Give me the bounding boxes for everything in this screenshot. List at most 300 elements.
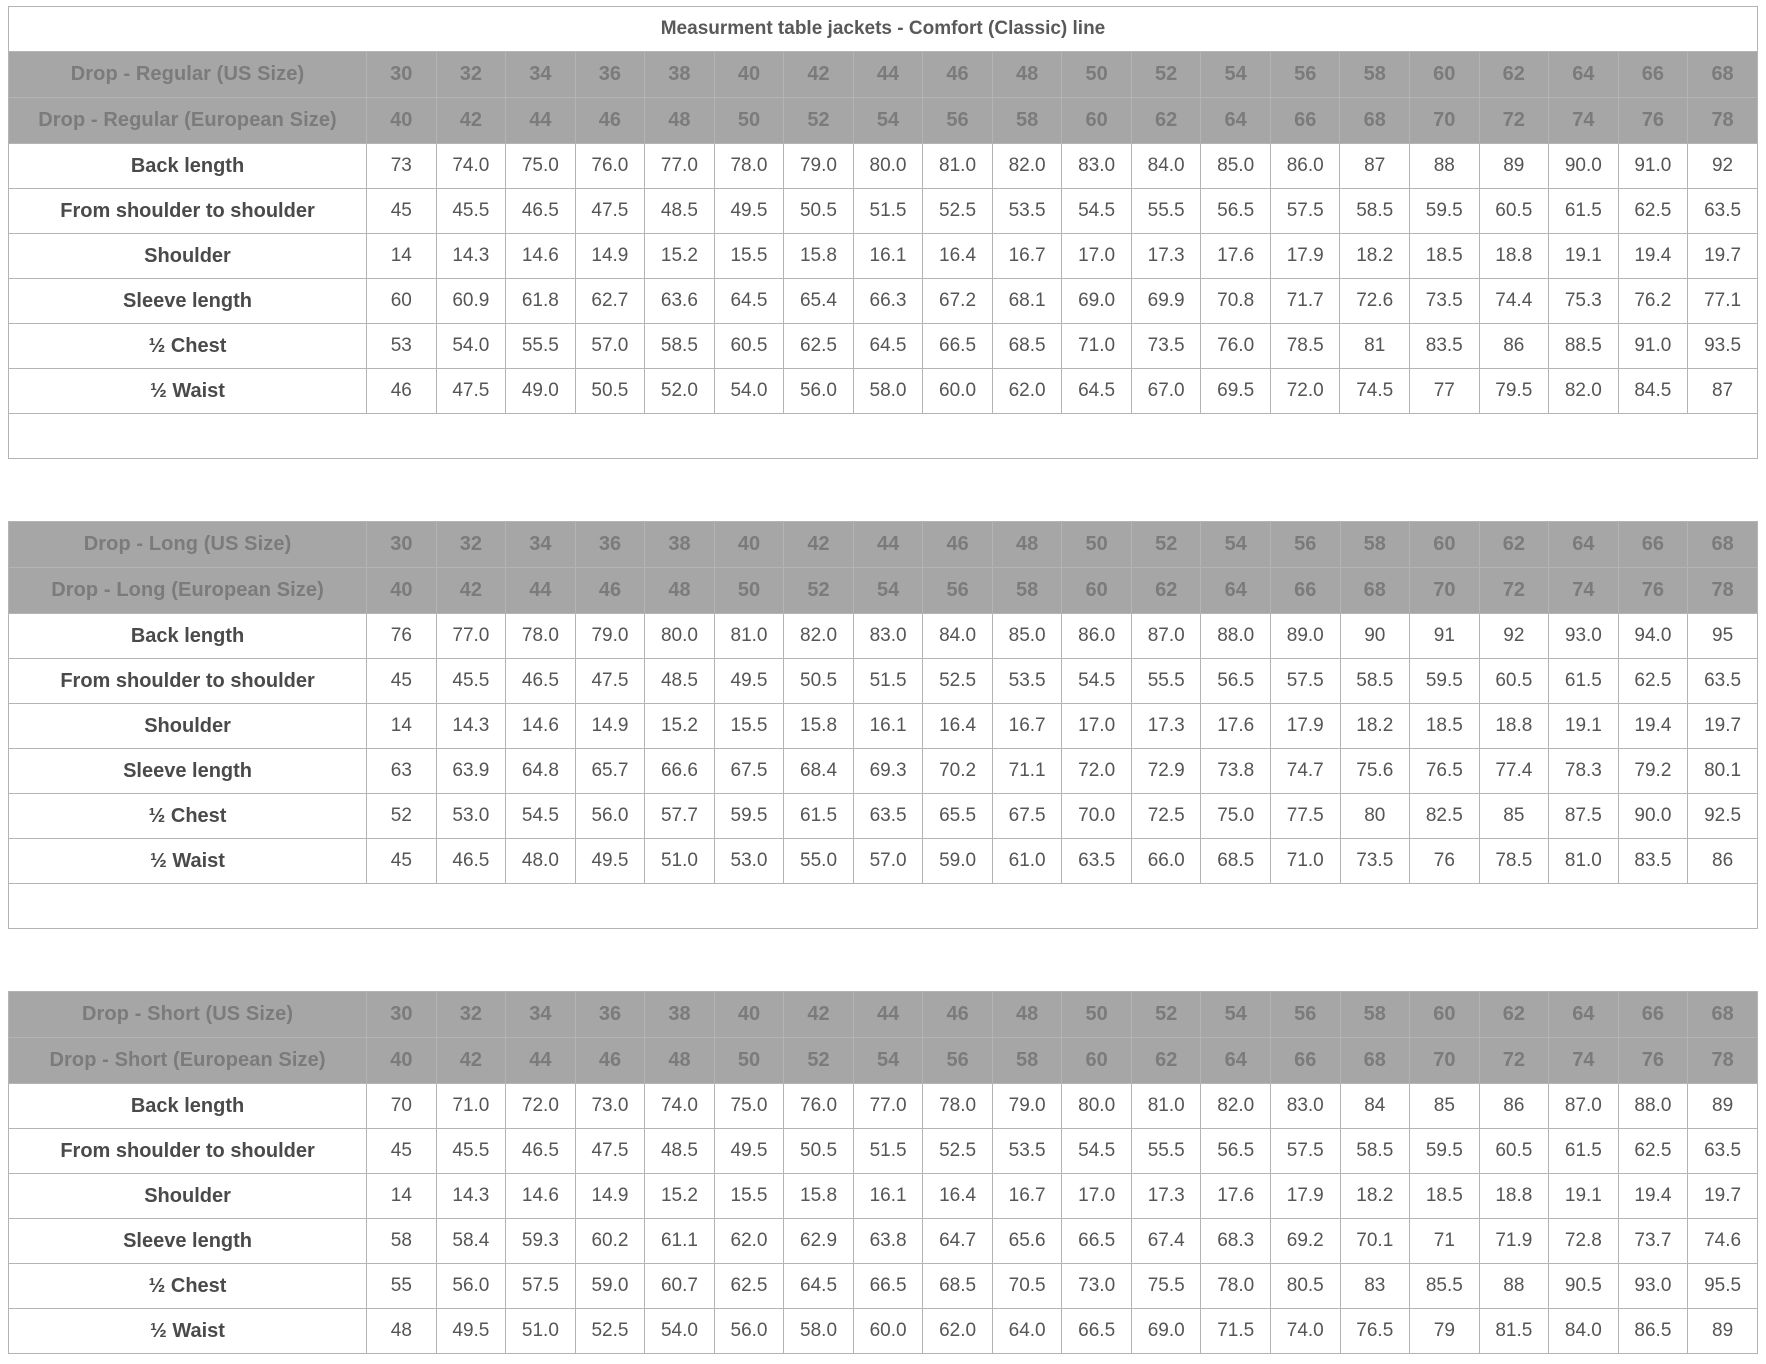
measurement-cell: 67.5	[992, 794, 1062, 839]
measurement-cell: 87.0	[1549, 1084, 1619, 1129]
measurement-cell: 65.4	[784, 279, 854, 324]
measurement-cell: 19.7	[1688, 234, 1758, 279]
measurement-cell: 58.5	[1340, 189, 1410, 234]
measurement-cell: 54.0	[714, 369, 784, 414]
measurement-cell: 14.3	[436, 1174, 506, 1219]
measurement-cell: 75.0	[506, 144, 576, 189]
header-size-eu: 76	[1618, 98, 1688, 144]
row-label: Shoulder	[9, 704, 367, 749]
measurement-cell: 93.0	[1549, 614, 1619, 659]
measurement-cell: 77.0	[853, 1084, 923, 1129]
header-size-eu: 42	[436, 568, 506, 614]
measurement-cell: 49.0	[506, 369, 576, 414]
header-size-us: 54	[1201, 52, 1271, 98]
measurement-cell: 82.0	[1201, 1084, 1271, 1129]
header-size-us: 68	[1688, 52, 1758, 98]
header-size-us: 60	[1410, 992, 1480, 1038]
table-row	[9, 1219, 1758, 1264]
measurement-cell: 61.5	[1549, 659, 1619, 704]
measurement-cell: 58.5	[1340, 659, 1410, 704]
header-size-us: 56	[1270, 52, 1340, 98]
measurement-cell: 45	[367, 839, 437, 884]
measurement-cell: 73.5	[1131, 324, 1201, 369]
measurement-cell: 15.8	[784, 234, 854, 279]
header-row-eu	[9, 1038, 1758, 1084]
measurement-cell: 18.8	[1479, 704, 1549, 749]
measurement-cell: 19.4	[1618, 704, 1688, 749]
measurement-cell: 73.7	[1618, 1219, 1688, 1264]
header-size-eu: 62	[1131, 1038, 1201, 1084]
measurement-cell: 89.0	[1271, 614, 1341, 659]
measurement-cell: 76	[367, 614, 437, 659]
measurement-cell: 86	[1479, 324, 1549, 369]
table-title-row	[9, 7, 1758, 52]
measurement-cell: 17.3	[1131, 1174, 1201, 1219]
header-size-eu: 44	[506, 98, 576, 144]
measurement-cell: 92	[1479, 614, 1549, 659]
header-size-eu: 66	[1270, 98, 1340, 144]
measurement-cell: 95	[1688, 614, 1758, 659]
header-size-us: 52	[1131, 522, 1201, 568]
measurement-cell: 67.0	[1131, 369, 1201, 414]
header-size-us: 46	[923, 992, 993, 1038]
measurement-cell: 64.5	[714, 279, 784, 324]
measurement-cell: 18.5	[1410, 704, 1480, 749]
measurement-cell: 55	[367, 1264, 437, 1309]
measurement-cell: 57.5	[506, 1264, 576, 1309]
measurement-cell: 46.5	[506, 189, 576, 234]
row-label: ½ Chest	[9, 1264, 367, 1309]
header-size-us: 30	[367, 52, 437, 98]
measurement-cell: 47.5	[436, 369, 506, 414]
measurement-cell: 90	[1340, 614, 1410, 659]
header-size-us: 44	[853, 52, 923, 98]
measurement-cell: 58.0	[853, 369, 923, 414]
row-label: From shoulder to shoulder	[9, 189, 367, 234]
measurement-cell: 18.8	[1479, 234, 1549, 279]
measurement-cell: 49.5	[714, 189, 784, 234]
header-size-us: 56	[1271, 522, 1341, 568]
measurement-cell: 58.0	[784, 1309, 854, 1354]
measurement-cell: 52	[367, 794, 437, 839]
measurement-cell: 84.0	[923, 614, 993, 659]
table-row	[9, 1129, 1758, 1174]
table-row	[9, 189, 1758, 234]
measurement-cell: 56.0	[575, 794, 645, 839]
measurement-cell: 52.5	[923, 659, 993, 704]
block-spacer	[8, 459, 1758, 521]
measurement-cell: 81.0	[1549, 839, 1619, 884]
page-title: Measurment table jackets - Comfort (Classic) line	[9, 7, 1758, 52]
measurement-cell: 83.5	[1410, 324, 1480, 369]
measurement-cell: 17.9	[1271, 1174, 1341, 1219]
measurement-cell: 72.0	[506, 1084, 576, 1129]
measurement-cell: 62.5	[1618, 1129, 1688, 1174]
measurement-cell: 57.5	[1270, 189, 1340, 234]
measurement-cell: 79.0	[784, 144, 854, 189]
header-size-eu: 46	[575, 98, 645, 144]
table-row	[9, 794, 1758, 839]
header-size-us: 34	[506, 522, 576, 568]
measurement-cell: 73.0	[1062, 1264, 1132, 1309]
measurement-cell: 82.5	[1410, 794, 1480, 839]
row-label: Back length	[9, 144, 367, 189]
header-size-eu: 60	[1062, 568, 1132, 614]
measurement-cell: 61.5	[1549, 189, 1619, 234]
header-size-us: 60	[1410, 52, 1480, 98]
measurement-cell: 83	[1340, 1264, 1410, 1309]
measurement-cell: 17.9	[1270, 234, 1340, 279]
header-size-eu: 78	[1688, 568, 1758, 614]
measurement-cell: 85.0	[1201, 144, 1271, 189]
measurement-table-block	[8, 521, 1758, 929]
measurement-cell: 78.0	[923, 1084, 993, 1129]
measurement-cell: 70.8	[1201, 279, 1271, 324]
measurement-cell: 69.3	[853, 749, 923, 794]
measurement-cell: 54.5	[1062, 1129, 1132, 1174]
measurement-cell: 69.0	[1131, 1309, 1201, 1354]
measurement-cell: 93.5	[1688, 324, 1758, 369]
measurement-cell: 77.5	[1271, 794, 1341, 839]
measurement-cell: 49.5	[436, 1309, 506, 1354]
measurement-cell: 48.0	[506, 839, 576, 884]
measurement-cell: 70	[367, 1084, 437, 1129]
measurement-cell: 15.2	[645, 1174, 715, 1219]
header-size-us: 38	[645, 522, 715, 568]
measurement-cell: 65.7	[575, 749, 645, 794]
measurement-cell: 79.0	[575, 614, 645, 659]
measurement-cell: 74.0	[645, 1084, 715, 1129]
measurement-cell: 59.5	[714, 794, 784, 839]
table-row	[9, 839, 1758, 884]
measurement-cell: 75.3	[1549, 279, 1619, 324]
measurement-cell: 62.5	[714, 1264, 784, 1309]
measurement-cell: 19.1	[1549, 234, 1619, 279]
measurement-cell: 62.0	[992, 369, 1062, 414]
measurement-cell: 88	[1479, 1264, 1549, 1309]
measurement-cell: 62.5	[784, 324, 854, 369]
measurement-cell: 78.0	[506, 614, 576, 659]
header-size-eu: 58	[992, 568, 1062, 614]
measurement-cell: 61.8	[506, 279, 576, 324]
measurement-cell: 74.5	[1340, 369, 1410, 414]
header-size-eu: 78	[1688, 98, 1758, 144]
measurement-cell: 68.3	[1201, 1219, 1271, 1264]
header-size-eu: 76	[1618, 568, 1688, 614]
measurement-cell: 60.2	[575, 1219, 645, 1264]
header-label-eu: Drop - Regular (European Size)	[9, 98, 367, 144]
blank-cell	[9, 414, 1758, 459]
measurement-cell: 60.9	[436, 279, 506, 324]
measurement-cell: 63	[367, 749, 437, 794]
blank-cell	[9, 884, 1758, 929]
measurement-cell: 16.1	[853, 1174, 923, 1219]
measurement-cell: 63.5	[1688, 189, 1758, 234]
measurement-cell: 90.0	[1618, 794, 1688, 839]
measurement-cell: 50.5	[784, 189, 854, 234]
measurement-cell: 64.7	[923, 1219, 993, 1264]
header-row-us	[9, 52, 1758, 98]
header-size-us: 68	[1688, 522, 1758, 568]
row-label: From shoulder to shoulder	[9, 1129, 367, 1174]
measurement-cell: 81.0	[1131, 1084, 1201, 1129]
row-label: Sleeve length	[9, 1219, 367, 1264]
measurement-cell: 65.5	[923, 794, 993, 839]
row-label: ½ Waist	[9, 369, 367, 414]
measurement-cell: 55.5	[1131, 189, 1201, 234]
header-size-eu: 62	[1131, 568, 1201, 614]
measurement-cell: 90.0	[1549, 144, 1619, 189]
measurement-cell: 82.0	[784, 614, 854, 659]
measurement-cell: 71.5	[1201, 1309, 1271, 1354]
header-size-us: 58	[1340, 992, 1410, 1038]
measurement-cell: 55.0	[784, 839, 854, 884]
measurement-cell: 57.7	[645, 794, 715, 839]
measurement-cell: 16.4	[923, 704, 993, 749]
measurement-cell: 51.5	[853, 659, 923, 704]
measurement-cell: 56.0	[436, 1264, 506, 1309]
header-size-us: 66	[1618, 52, 1688, 98]
header-size-us: 36	[575, 992, 645, 1038]
measurement-cell: 72.8	[1549, 1219, 1619, 1264]
row-label: Sleeve length	[9, 749, 367, 794]
measurement-cell: 55.5	[506, 324, 576, 369]
measurement-cell: 51.5	[853, 189, 923, 234]
measurement-cell: 51.5	[853, 1129, 923, 1174]
measurement-cell: 57.0	[575, 324, 645, 369]
measurement-cell: 72.9	[1131, 749, 1201, 794]
row-label: ½ Waist	[9, 839, 367, 884]
measurement-cell: 16.7	[992, 234, 1062, 279]
measurement-cell: 51.0	[645, 839, 715, 884]
row-label: ½ Chest	[9, 324, 367, 369]
measurement-cell: 45	[367, 189, 437, 234]
header-size-us: 30	[367, 522, 437, 568]
measurement-cell: 19.1	[1549, 704, 1619, 749]
measurement-cell: 71.0	[436, 1084, 506, 1129]
measurement-cell: 14.6	[506, 234, 576, 279]
measurement-cell: 60.5	[1479, 1129, 1549, 1174]
header-size-us: 48	[992, 52, 1062, 98]
header-size-eu: 72	[1479, 568, 1549, 614]
measurement-cell: 87	[1688, 369, 1758, 414]
measurement-cell: 19.7	[1688, 1174, 1758, 1219]
row-label: ½ Waist	[9, 1309, 367, 1354]
measurement-cell: 68.5	[992, 324, 1062, 369]
measurement-cell: 71.0	[1271, 839, 1341, 884]
measurement-cell: 54.0	[436, 324, 506, 369]
table-row	[9, 614, 1758, 659]
measurement-cell: 80.0	[1062, 1084, 1132, 1129]
header-size-eu: 56	[923, 1038, 993, 1084]
measurement-cell: 15.2	[645, 234, 715, 279]
measurement-table-block	[8, 6, 1758, 459]
header-size-eu: 70	[1410, 568, 1480, 614]
measurement-cell: 84.5	[1618, 369, 1688, 414]
header-size-us: 54	[1201, 522, 1271, 568]
measurement-cell: 72.5	[1131, 794, 1201, 839]
measurement-cell: 89	[1688, 1309, 1758, 1354]
measurement-cell: 14	[367, 1174, 437, 1219]
measurement-cell: 15.5	[714, 234, 784, 279]
measurement-cell: 49.5	[714, 659, 784, 704]
header-label-us: Drop - Long (US Size)	[9, 522, 367, 568]
measurement-cell: 16.1	[853, 704, 923, 749]
measurement-cell: 80.0	[853, 144, 923, 189]
measurement-cell: 79.5	[1479, 369, 1549, 414]
measurement-cell: 74.0	[1271, 1309, 1341, 1354]
header-size-us: 40	[714, 52, 784, 98]
header-size-us: 64	[1549, 52, 1619, 98]
header-size-eu: 68	[1340, 568, 1410, 614]
measurement-cell: 46.5	[506, 659, 576, 704]
measurement-cell: 73.5	[1410, 279, 1480, 324]
measurement-cell: 88.5	[1549, 324, 1619, 369]
header-size-us: 64	[1549, 522, 1619, 568]
header-size-us: 32	[436, 52, 506, 98]
measurement-cell: 17.0	[1062, 704, 1132, 749]
measurement-cell: 18.8	[1479, 1174, 1549, 1219]
measurement-cell: 83.0	[1062, 144, 1132, 189]
header-size-eu: 66	[1271, 568, 1341, 614]
measurement-cell: 14.6	[506, 1174, 576, 1219]
header-size-us: 42	[784, 522, 854, 568]
measurement-cell: 69.2	[1271, 1219, 1341, 1264]
measurement-cell: 75.0	[714, 1084, 784, 1129]
measurement-cell: 85.5	[1410, 1264, 1480, 1309]
measurement-cell: 70.5	[992, 1264, 1062, 1309]
measurement-cell: 72.0	[1270, 369, 1340, 414]
tables-root	[8, 6, 1758, 1354]
measurement-cell: 83.5	[1618, 839, 1688, 884]
measurement-cell: 76.5	[1410, 749, 1480, 794]
measurement-cell: 69.5	[1201, 369, 1271, 414]
measurement-cell: 62.0	[714, 1219, 784, 1264]
measurement-cell: 61.5	[784, 794, 854, 839]
header-size-us: 32	[436, 992, 506, 1038]
measurement-cell: 80.0	[645, 614, 715, 659]
measurement-cell: 63.9	[436, 749, 506, 794]
blank-row	[9, 884, 1758, 929]
header-size-us: 32	[436, 522, 506, 568]
measurement-cell: 59.0	[575, 1264, 645, 1309]
header-size-eu: 74	[1549, 98, 1619, 144]
header-size-eu: 48	[645, 98, 715, 144]
measurement-cell: 75.6	[1340, 749, 1410, 794]
measurement-cell: 17.0	[1062, 234, 1132, 279]
measurement-cell: 71.9	[1479, 1219, 1549, 1264]
measurement-cell: 62.0	[923, 1309, 993, 1354]
measurement-cell: 60.0	[853, 1309, 923, 1354]
header-label-eu: Drop - Long (European Size)	[9, 568, 367, 614]
measurement-cell: 48.5	[645, 189, 715, 234]
measurement-cell: 63.8	[853, 1219, 923, 1264]
header-size-us: 46	[923, 52, 993, 98]
measurement-cell: 68.4	[784, 749, 854, 794]
measurement-cell: 47.5	[575, 189, 645, 234]
measurement-cell: 17.3	[1131, 704, 1201, 749]
header-size-us: 34	[506, 52, 576, 98]
header-size-eu: 78	[1688, 1038, 1758, 1084]
measurement-cell: 86.5	[1618, 1309, 1688, 1354]
measurement-cell: 60.5	[1479, 659, 1549, 704]
measurement-cell: 48.5	[645, 1129, 715, 1174]
measurement-table-block	[8, 991, 1758, 1354]
measurement-cell: 16.4	[923, 234, 993, 279]
header-size-us: 50	[1062, 992, 1132, 1038]
measurement-cell: 66.5	[923, 324, 993, 369]
measurement-cell: 92.5	[1688, 794, 1758, 839]
header-size-eu: 52	[784, 568, 854, 614]
measurement-cell: 64.5	[784, 1264, 854, 1309]
measurement-cell: 67.2	[923, 279, 993, 324]
measurement-cell: 93.0	[1618, 1264, 1688, 1309]
measurement-cell: 14.6	[506, 704, 576, 749]
measurement-cell: 77.1	[1688, 279, 1758, 324]
measurement-cell: 60.5	[1479, 189, 1549, 234]
measurement-cell: 14.9	[575, 1174, 645, 1219]
measurement-cell: 56.5	[1201, 659, 1271, 704]
measurement-cell: 83.0	[1271, 1084, 1341, 1129]
table-row	[9, 659, 1758, 704]
measurement-cell: 62.9	[784, 1219, 854, 1264]
header-size-eu: 64	[1201, 98, 1271, 144]
measurement-cell: 74.7	[1271, 749, 1341, 794]
header-size-eu: 70	[1410, 98, 1480, 144]
measurement-cell: 15.5	[714, 1174, 784, 1219]
measurement-cell: 45	[367, 1129, 437, 1174]
measurement-cell: 17.6	[1201, 704, 1271, 749]
header-size-eu: 42	[436, 1038, 506, 1084]
measurement-cell: 88	[1410, 144, 1480, 189]
header-size-us: 58	[1340, 522, 1410, 568]
measurement-cell: 79.0	[992, 1084, 1062, 1129]
header-size-us: 36	[575, 522, 645, 568]
header-size-us: 50	[1062, 52, 1132, 98]
measurement-cell: 14.3	[436, 704, 506, 749]
measurement-cell: 65.6	[992, 1219, 1062, 1264]
measurement-cell: 84.0	[1549, 1309, 1619, 1354]
header-size-us: 62	[1479, 522, 1549, 568]
measurement-cell: 45.5	[436, 189, 506, 234]
table-row	[9, 1174, 1758, 1219]
measurement-cell: 47.5	[575, 659, 645, 704]
measurement-cell: 52.0	[645, 369, 715, 414]
measurement-cell: 14	[367, 704, 437, 749]
header-size-us: 54	[1201, 992, 1271, 1038]
header-size-eu: 46	[575, 568, 645, 614]
header-size-eu: 40	[367, 568, 437, 614]
header-size-us: 40	[714, 522, 784, 568]
measurement-cell: 46.5	[506, 1129, 576, 1174]
measurement-cell: 73.5	[1340, 839, 1410, 884]
measurement-cell: 82.0	[992, 144, 1062, 189]
header-size-us: 48	[992, 522, 1062, 568]
header-size-eu: 60	[1062, 98, 1132, 144]
header-size-eu: 40	[367, 98, 437, 144]
measurement-cell: 91	[1410, 614, 1480, 659]
header-row-eu	[9, 568, 1758, 614]
measurement-cell: 14.9	[575, 704, 645, 749]
measurement-cell: 79	[1410, 1309, 1480, 1354]
table-row	[9, 234, 1758, 279]
measurement-cell: 76.2	[1618, 279, 1688, 324]
row-label: Back length	[9, 1084, 367, 1129]
measurement-cell: 89	[1688, 1084, 1758, 1129]
measurement-cell: 74.4	[1479, 279, 1549, 324]
measurement-cell: 73.0	[575, 1084, 645, 1129]
measurement-cell: 69.0	[1062, 279, 1132, 324]
